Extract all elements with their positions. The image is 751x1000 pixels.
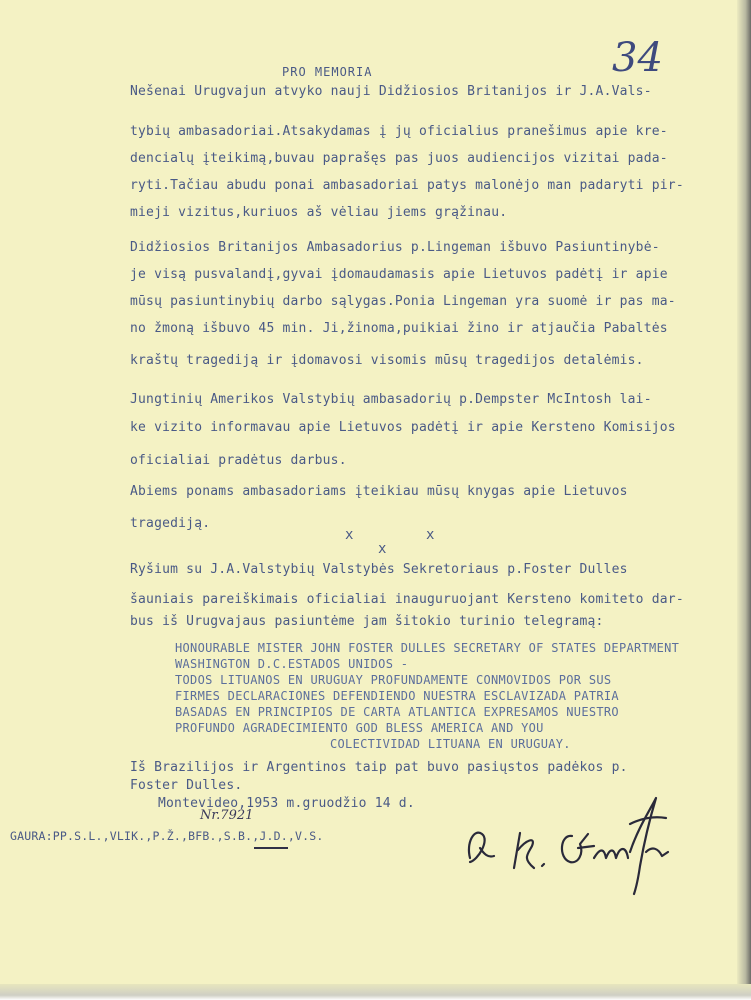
body-line: mieji vizitus,kuriuos aš vėliau jiems grąžinau. — [130, 205, 508, 220]
body-line: šauniais pareiškimais oficialiai inauguruojant Kersteno komiteto dar- — [130, 592, 684, 607]
distribution-list: GAURA:PP.S.L.,VLIK.,P.Ž.,BFB.,S.B.,J.D.,V.S. — [10, 829, 324, 843]
body-line: kraštų tragediją ir įdomavosi visomis mūsų tragedijos detalėmis. — [130, 353, 644, 368]
telegram-line: PROFUNDO AGRADECIMIENTO GOD BLESS AMERICA AND YOU — [175, 721, 544, 735]
body-line: Nešenai Urugvajun atvyko nauji Didžiosios Britanijos ir J.A.Vals- — [130, 84, 652, 99]
scan-edge-bottom — [0, 984, 751, 1000]
handwritten-underline — [254, 847, 288, 849]
body-line: bus iš Urugvajaus pasiuntėme jam šitokio turinio telegramą: — [130, 614, 604, 629]
folio-number: 34 — [612, 35, 663, 81]
body-line: no žmoną išbuvo 45 min. Ji,žinoma,puikiai žino ir atjaučia Pabaltės — [130, 321, 668, 336]
body-line: tragediją. — [130, 516, 211, 531]
telegram-line: HONOURABLE MISTER JOHN FOSTER DULLES SECRETARY OF STATES DEPARTMENT — [175, 641, 680, 655]
body-line: dencialų įteikimą,buvau paprašęs pas juos audiencijos vizitai pada- — [130, 151, 668, 166]
body-line: mūsų pasiuntinybių darbo sąlygas.Ponia Lingeman yra suomė ir pas ma- — [130, 294, 676, 309]
telegram-line: FIRMES DECLARACIONES DEFENDIENDO NUESTRA ESCLAVIZADA PATRIA — [175, 689, 619, 703]
body-line: Jungtinių Amerikos Valstybių ambasadorių p.Dempster McIntosh lai- — [130, 392, 652, 407]
telegram-line: COLECTIVIDAD LITUANA EN URUGUAY. — [330, 737, 571, 751]
closing-line: Iš Brazilijos ir Argentinos taip pat buvo pasiųstos padėkos p. — [130, 760, 628, 775]
separator-mark: x — [345, 527, 354, 543]
body-line: tybių ambasadoriai.Atsakydamas į jų oficialius pranešimus apie kre- — [130, 124, 668, 139]
body-line: Abiems ponams ambasadoriams įteikiau mūsų knygas apie Lietuvos — [130, 484, 628, 499]
body-line: Ryšium su J.A.Valstybių Valstybės Sekretoriaus p.Foster Dulles — [130, 562, 628, 577]
handwritten-signature — [460, 788, 700, 898]
separator-mark: x — [426, 527, 435, 543]
telegram-line: TODOS LITUANOS EN URUGUAY PROFUNDAMENTE CONMOVIDOS POR SUS — [175, 673, 612, 687]
body-line: je visą pusvalandį,gyvai įdomaudamasis apie Lietuvos padėtį ir apie — [130, 267, 668, 282]
closing-line: Foster Dulles. — [130, 778, 243, 793]
document-title: PRO MEMORIA — [282, 65, 373, 79]
date-line: Montevideo,1953 m.gruodžio 14 d. — [158, 796, 415, 811]
body-line: oficialiai pradėtus darbus. — [130, 453, 347, 468]
document-number: Nr.7921 — [200, 808, 254, 823]
body-line: Didžiosios Britanijos Ambasadorius p.Lingeman išbuvo Pasiuntinybė- — [130, 240, 660, 255]
body-line: ke vizito informavau apie Lietuvos padėtį ir apie Kersteno Komisijos — [130, 420, 676, 435]
body-line: ryti.Tačiau abudu ponai ambasadoriai patys malonėjo man padaryti pir- — [130, 178, 684, 193]
separator-mark: x — [378, 541, 387, 557]
telegram-line: WASHINGTON D.C.ESTADOS UNIDOS - — [175, 657, 409, 671]
scan-edge-right — [737, 0, 751, 1000]
telegram-line: BASADAS EN PRINCIPIOS DE CARTA ATLANTICA EXPRESAMOS NUESTRO — [175, 705, 619, 719]
